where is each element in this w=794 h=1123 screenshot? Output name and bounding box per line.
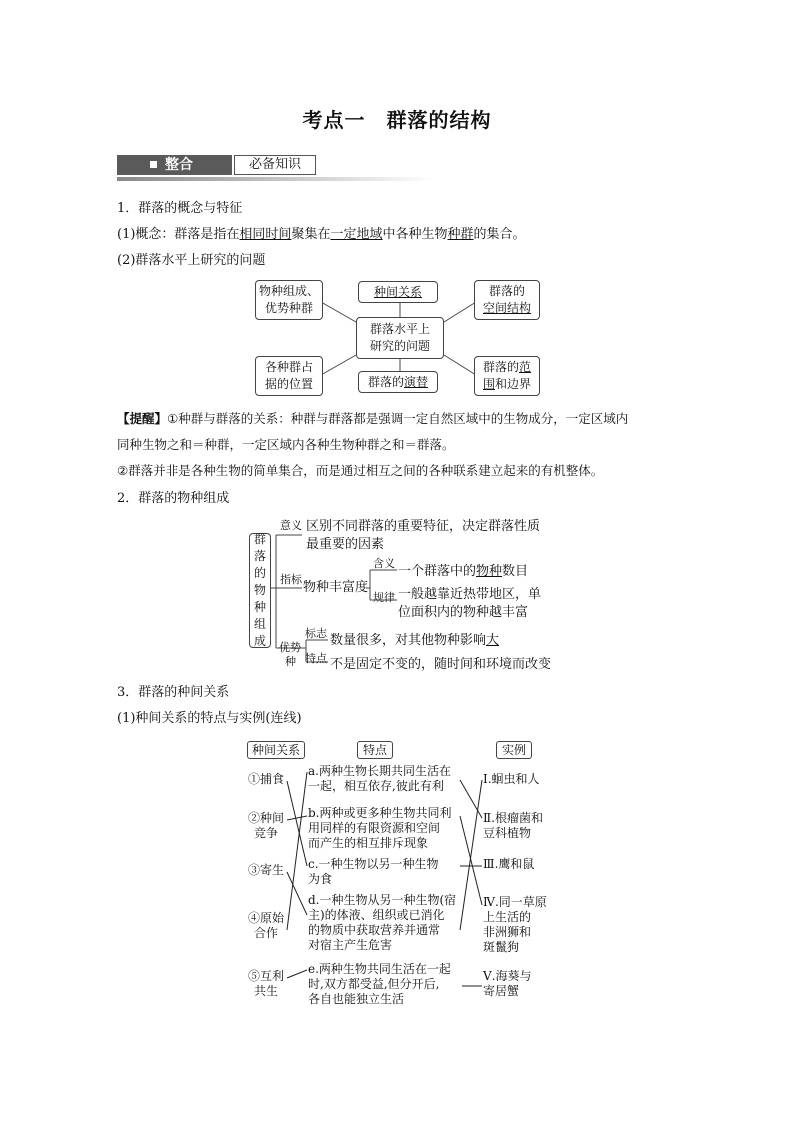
tip-text-1: ①种群与群落的关系：种群与群落都是强调一定自然区域中的生物成分，一定区域内	[167, 411, 629, 426]
example-line: Ⅲ.鹰和鼠	[483, 857, 535, 871]
tip-line-3: ②群落并非是各种生物的简单集合，而是通过相互之间的各种联系建立起来的有机整体。	[117, 463, 604, 478]
label-zhong: 种	[285, 655, 296, 668]
tedian-text: 不是固定不变的，随时间和环境而改变	[330, 657, 552, 672]
yiyi-text-2: 最重要的因素	[306, 537, 385, 552]
line-mutualism-e	[287, 970, 307, 978]
relation-line: 竞争	[253, 826, 278, 840]
example-line: 非洲狮和	[483, 925, 532, 939]
feature-line: 一起，相互依存,彼此有利	[308, 779, 444, 793]
feature-line: a.两种生物长期共同生活在	[308, 764, 451, 778]
bl-line-2: 据的位置	[264, 377, 313, 391]
guilv-text-2: 位面积内的物种越丰富	[398, 605, 529, 620]
example-item	[483, 969, 553, 999]
relation-line: 共生	[253, 984, 278, 998]
line-d-I	[460, 780, 482, 930]
concept-answer-3: 种群	[447, 227, 474, 242]
feature-line: b.两种或更多种生物共同利	[308, 806, 452, 820]
feature-line: d.一种生物从另一种生物(宿	[308, 893, 457, 907]
concept-text-d: 的集合。	[473, 227, 526, 242]
hanyi-answer: 物种	[476, 564, 503, 579]
concept-text-c: 中各种生物	[382, 227, 448, 242]
concept-text-a: (1)概念：群落是指在	[117, 227, 240, 242]
tr-line-1: 群落的	[488, 284, 525, 298]
tip-line-2: 同种生物之和＝种群，一定区域内各种生物种群之和＝群落。	[117, 437, 455, 452]
line-b-IV	[460, 816, 482, 905]
feature-line: 为食	[308, 872, 333, 886]
section3-heading: 3．群落的种间关系	[117, 685, 230, 700]
relation-item	[246, 863, 286, 878]
biaozhi-answer: 大	[486, 633, 500, 648]
example-line: Ⅱ.根瘤菌和	[483, 811, 543, 825]
center-line-2: 研究的问题	[369, 339, 430, 353]
label-biaozhi: 标志	[305, 627, 327, 640]
bc-text-b: 演替	[404, 374, 429, 389]
relation-line: ①捕食	[247, 772, 284, 786]
br-text-c: 围	[482, 377, 495, 391]
center-line-1: 群落水平上	[369, 322, 430, 336]
relation-line: ④原始	[247, 911, 284, 925]
example-item	[483, 857, 553, 872]
feature-item	[308, 764, 460, 794]
yiyi-text-1: 区别不同群落的重要特征，决定群落性质	[306, 519, 541, 534]
label-yiyi: 意义	[280, 519, 302, 532]
feature-item	[308, 962, 460, 1007]
concept-answer-2: 一定地域	[330, 227, 383, 242]
label-guilv: 规律	[373, 591, 395, 604]
bl-line-1: 各种群占	[264, 360, 313, 374]
line-a-II	[460, 780, 482, 818]
concept-answer-1: 相同时间	[239, 227, 292, 242]
example-item	[483, 811, 553, 841]
page-title: 考点一 群落的结构	[302, 108, 492, 132]
hanyi-text-a: 一个群落中的	[398, 564, 477, 579]
feature-line: 的物质中获取营养并通常	[308, 923, 441, 937]
header-feature: 特点	[357, 741, 393, 759]
example-item	[483, 895, 553, 955]
example-line: Ⅳ.同一草原	[483, 895, 547, 909]
tl-line-1: 物种组成、	[258, 284, 319, 298]
header-relation: 种间关系	[247, 741, 305, 759]
feature-line: 时,双方都受益,但分开后,	[308, 977, 440, 991]
relation-item	[246, 969, 286, 999]
banner-light-label: 必备知识	[234, 155, 316, 175]
biaozhi-text-a: 数量很多，对其他物种影响	[330, 633, 487, 648]
relation-line: ③寄生	[247, 863, 284, 877]
feature-line: 对宿主产生危害	[308, 938, 393, 952]
subheading-matching: (1)种间关系的特点与实例(连线)	[117, 711, 302, 726]
relation-item	[246, 911, 286, 941]
section2-heading: 2．群落的物种组成	[117, 491, 230, 506]
br-text-a: 群落的	[482, 360, 519, 374]
section1-heading: 1．群落的概念与特征	[117, 201, 243, 216]
feature-item	[308, 857, 460, 887]
feature-line: c.一种生物以另一种生物	[308, 857, 439, 871]
feature-line: 各自也能独立生活	[308, 992, 405, 1006]
label-hanyi: 含义	[373, 557, 395, 570]
line-competition-b	[287, 816, 307, 820]
tip-label: 【提醒】	[117, 411, 168, 426]
tc-text: 种间关系	[373, 284, 422, 299]
header-example: 实例	[496, 741, 532, 759]
example-line: 斑鬣狗	[483, 940, 520, 954]
label-tedian: 特点	[305, 652, 327, 665]
hanyi-text-b: 数目	[502, 564, 529, 579]
label-youshi: 优势	[279, 641, 301, 654]
feature-line: 用同样的有限资源和空间	[308, 821, 441, 835]
example-line: 寄居蟹	[483, 984, 520, 998]
example-line: 豆科植物	[483, 826, 532, 840]
feature-item	[308, 893, 460, 953]
guilv-text-1: 一般越靠近热带地区，单	[398, 587, 542, 602]
banner-dark-label: 整合	[165, 157, 193, 173]
br-text-b: 范	[519, 360, 532, 374]
label-zhibiao: 指标	[280, 573, 302, 586]
subheading-2: (2)群落水平上研究的问题	[117, 253, 266, 268]
bc-text-a: 群落的	[367, 374, 404, 389]
relation-line: ⑤互利	[247, 969, 284, 983]
tr-line-2: 空间结构	[482, 301, 531, 315]
example-line: Ⅰ.蛔虫和人	[483, 772, 540, 786]
feature-line: 而产生的相互排斥现象	[308, 836, 429, 850]
example-line: Ⅴ.海葵与	[483, 969, 532, 983]
feature-item	[308, 806, 460, 851]
br-text-d: 和边界	[495, 377, 532, 391]
feature-line: 主)的体液、组织或已消化	[308, 908, 445, 922]
relation-item	[246, 811, 286, 841]
example-line: 上生活的	[483, 910, 532, 924]
feature-line: e.两种生物共同生活在一起	[308, 962, 451, 976]
relation-line: 合作	[253, 926, 278, 940]
label-fengfu: 物种丰富度	[303, 580, 369, 595]
relation-item	[246, 772, 286, 787]
example-item	[483, 772, 553, 787]
relation-line: ②种间	[247, 811, 284, 825]
tl-line-2: 优势种群	[264, 301, 313, 315]
root-text: 群落的物种组成	[253, 532, 266, 648]
concept-text-b: 聚集在	[291, 227, 331, 242]
